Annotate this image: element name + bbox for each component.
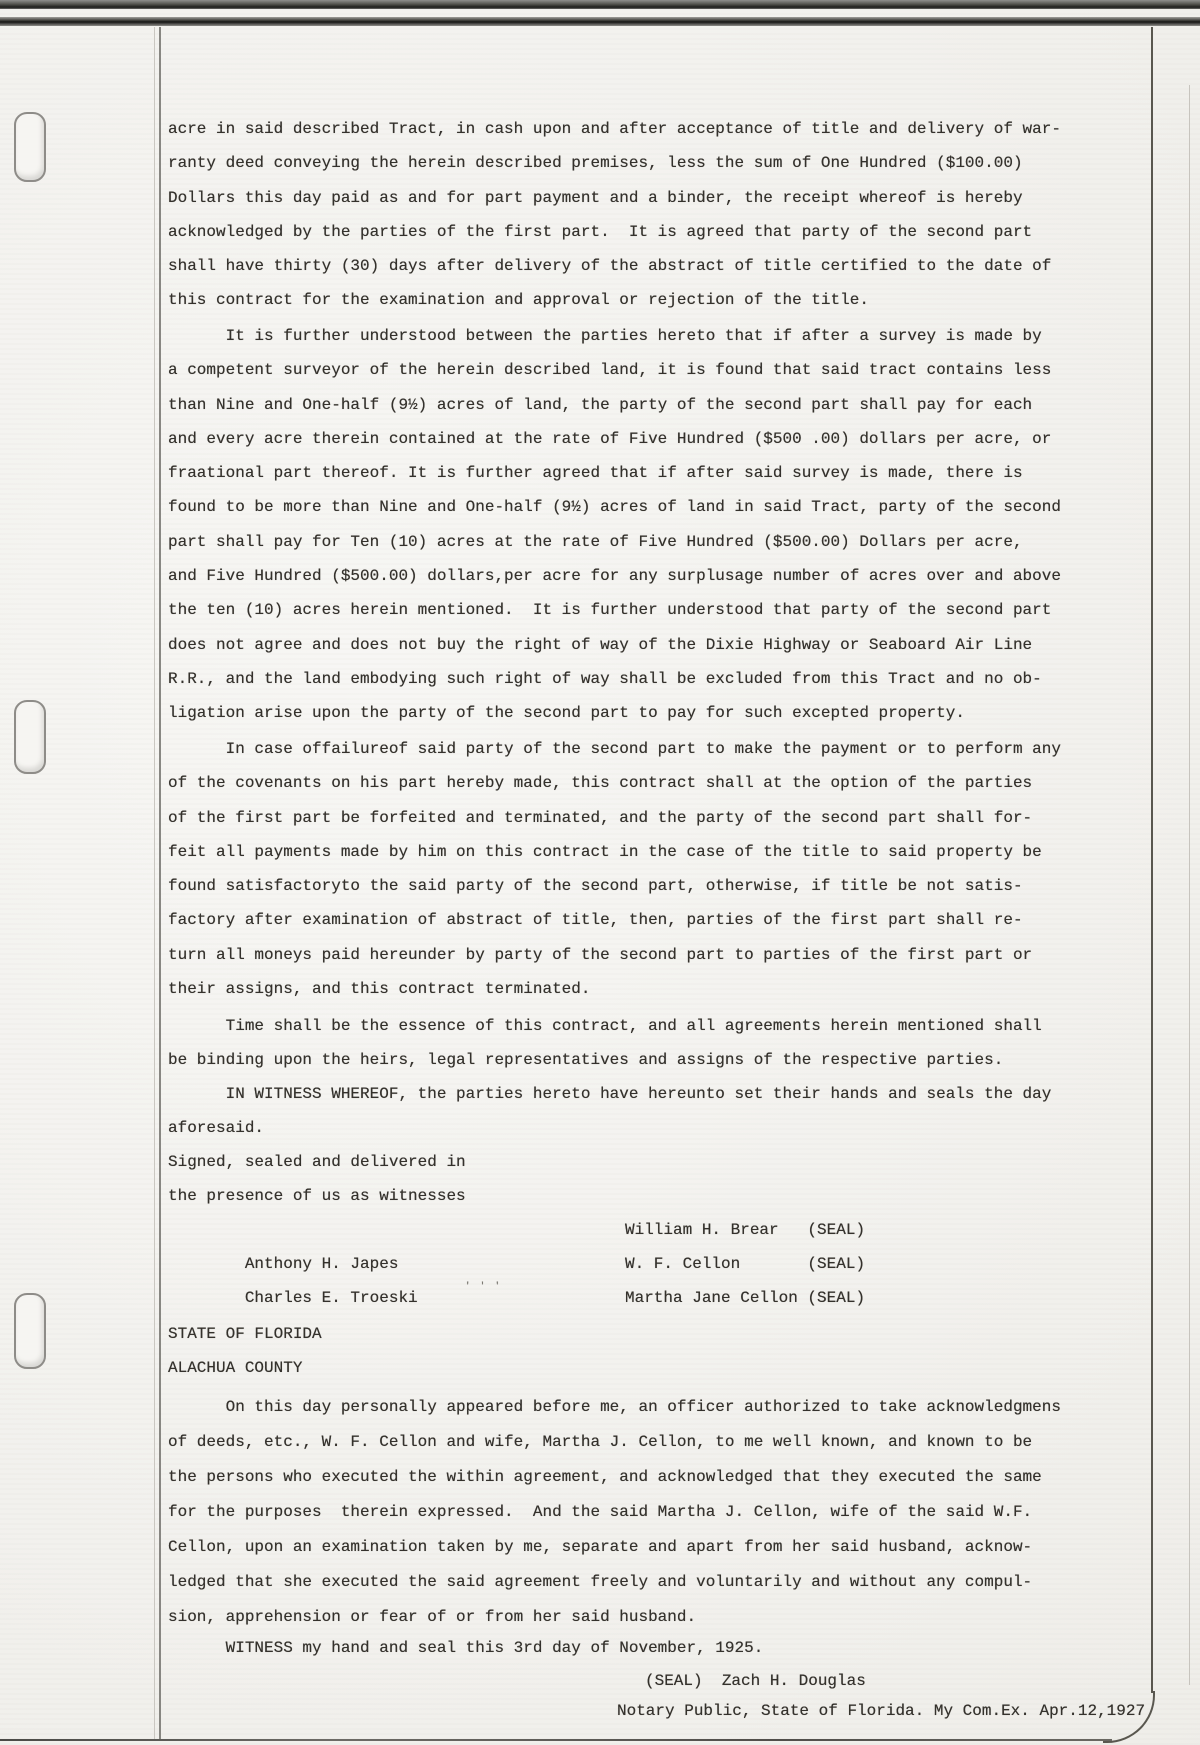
text-line: ligation arise upon the party of the second part to pay for such excepted property. — [168, 704, 965, 723]
text-line: IN WITNESS WHEREOF, the parties hereto have hereunto set their hands and seals the day — [168, 1085, 1052, 1103]
text-line: turn all moneys paid hereunder by party of the second part to parties of the first part or — [168, 945, 1033, 964]
jurat-acknowledgment — [168, 1390, 1061, 1635]
right-page-edge-rule — [1151, 27, 1153, 1693]
text-line: ledged that she executed the said agreement freely and voluntarily and without any compul- — [168, 1573, 1033, 1591]
page-bottom-edge — [0, 1739, 1112, 1741]
signature-row — [168, 1281, 866, 1315]
hole-punch — [14, 112, 46, 182]
text-line: the persons who executed the within agreement, and acknowledged that they executed the same — [168, 1468, 1042, 1486]
text-line: STATE OF FLORIDA — [168, 1325, 322, 1343]
paragraph-forfeiture-terms — [168, 732, 1061, 1006]
text-line: Cellon, upon an examination taken by me, separate and apart from her said husband, acknow- — [168, 1538, 1033, 1556]
text-line: aforesaid. — [168, 1119, 265, 1137]
witness-signature: Charles E. Troeski — [244, 1289, 418, 1307]
text-line: It is further understood between the parties hereto that if after a survey is made by — [168, 327, 1042, 345]
text-line: fraational part thereof. It is further agreed that if after said survey is made, there is — [168, 464, 1023, 483]
paragraph-witness-whereof — [168, 1077, 1051, 1213]
text-line: feit all payments made by him on this contract in the case of the title to said property be — [168, 842, 1042, 861]
jurat-witness-line: WITNESS my hand and seal this 3rd day of November, 1925. — [168, 1639, 764, 1657]
paragraph-survey-terms — [168, 319, 1061, 731]
text-line: ranty deed conveying the herein described premises, less the sum of One Hundred ($100.00) — [168, 154, 1023, 173]
text-line: sion, apprehension or fear of or from her said husband. — [168, 1608, 697, 1626]
right-page-edge-rule-faint — [1189, 85, 1190, 1685]
stray-ink-marks: ' ' ' — [465, 1281, 503, 1291]
text-line: On this day personally appeared before me, an officer authorized to take acknowledgmens — [168, 1398, 1061, 1416]
left-margin-rule-faint — [154, 27, 155, 1739]
left-margin-rule — [159, 27, 161, 1739]
text-line: their assigns, and this contract terminated. — [168, 980, 591, 999]
text-line: Dollars this day paid as and for part payment and a binder, the receipt whereof is hereby — [168, 188, 1023, 207]
hole-punch — [14, 700, 46, 774]
paragraph-payment-terms — [168, 112, 1061, 318]
text-line: Signed, sealed and delivered in — [168, 1153, 466, 1171]
text-line: the ten (10) acres herein mentioned. It is further understood that party of the second part — [168, 601, 1052, 620]
text-line: of deeds, etc., W. F. Cellon and wife, Martha J. Cellon, to me well known, and known to be — [168, 1433, 1033, 1451]
text-line: part shall pay for Ten (10) acres at the rate of Five Hundred ($500.00) Dollars per acre, — [168, 532, 1023, 551]
notary-title-line: Notary Public, State of Florida. My Com.Ex. Apr.12,1927 — [617, 1702, 1146, 1720]
text-line: Time shall be the essence of this contract, and all agreements herein mentioned shall — [168, 1017, 1042, 1035]
jurat-venue — [168, 1317, 322, 1385]
paragraph-time-essence — [168, 1009, 1042, 1077]
signature-block — [168, 1213, 866, 1315]
text-line: be binding upon the heirs, legal representatives and assigns of the respective parties. — [168, 1051, 1004, 1069]
text-line: of the first part be forfeited and terminated, and the party of the second part shall for- — [168, 808, 1033, 827]
text-line: does not agree and does not buy the right of way of the Dixie Highway or Seaboard Air Line — [168, 635, 1033, 654]
text-line: for the purposes therein expressed. And the said Martha J. Cellon, wife of the said W.F. — [168, 1503, 1033, 1521]
text-line: the presence of us as witnesses — [168, 1187, 466, 1205]
party-signature: William H. Brear (SEAL) — [625, 1221, 866, 1239]
scan-edge-band-top — [0, 0, 1200, 9]
text-line: and every acre therein contained at the rate of Five Hundred ($500 .00) dollars per acre, or — [168, 429, 1052, 448]
text-line: acknowledged by the parties of the first part. It is agreed that party of the second part — [168, 222, 1033, 241]
hole-punch — [14, 1293, 46, 1369]
party-signature: Martha Jane Cellon (SEAL) — [625, 1289, 866, 1307]
text-line: ALACHUA COUNTY — [168, 1359, 303, 1377]
text-line: In case offailureof said party of the second part to make the payment or to perform any — [168, 740, 1061, 758]
text-line: acre in said described Tract, in cash upon and after acceptance of title and delivery of war- — [168, 120, 1061, 138]
text-line: this contract for the examination and approval or rejection of the title. — [168, 291, 869, 310]
text-line: shall have thirty (30) days after delivery of the abstract of title certified to the date of — [168, 257, 1052, 276]
text-line: a competent surveyor of the herein described land, it is found that said tract contains less — [168, 361, 1052, 380]
text-line: factory after examination of abstract of title, then, parties of the first part shall re- — [168, 911, 1023, 930]
text-line: R.R., and the land embodying such right of way shall be excluded from this Tract and no ob- — [168, 669, 1042, 688]
text-line: found to be more than Nine and One-half (9½) acres of land in said Tract, party of the second — [168, 498, 1061, 517]
text-line: and Five Hundred ($500.00) dollars,per acre for any surplusage number of acres over and above — [168, 567, 1061, 586]
text-line: found satisfactoryto the said party of the second part, otherwise, if title be not satis- — [168, 877, 1023, 896]
scan-edge-band-second — [0, 17, 1200, 26]
witness-signature: Anthony H. Japes — [244, 1255, 399, 1273]
text-line: of the covenants on his part hereby made, this contract shall at the option of the parties — [168, 774, 1033, 793]
text-line: than Nine and One-half (9½) acres of land, the party of the second part shall pay for each — [168, 395, 1033, 414]
party-signature: W. F. Cellon (SEAL) — [625, 1255, 866, 1273]
notary-seal-signature: (SEAL) Zach H. Douglas — [645, 1672, 866, 1690]
